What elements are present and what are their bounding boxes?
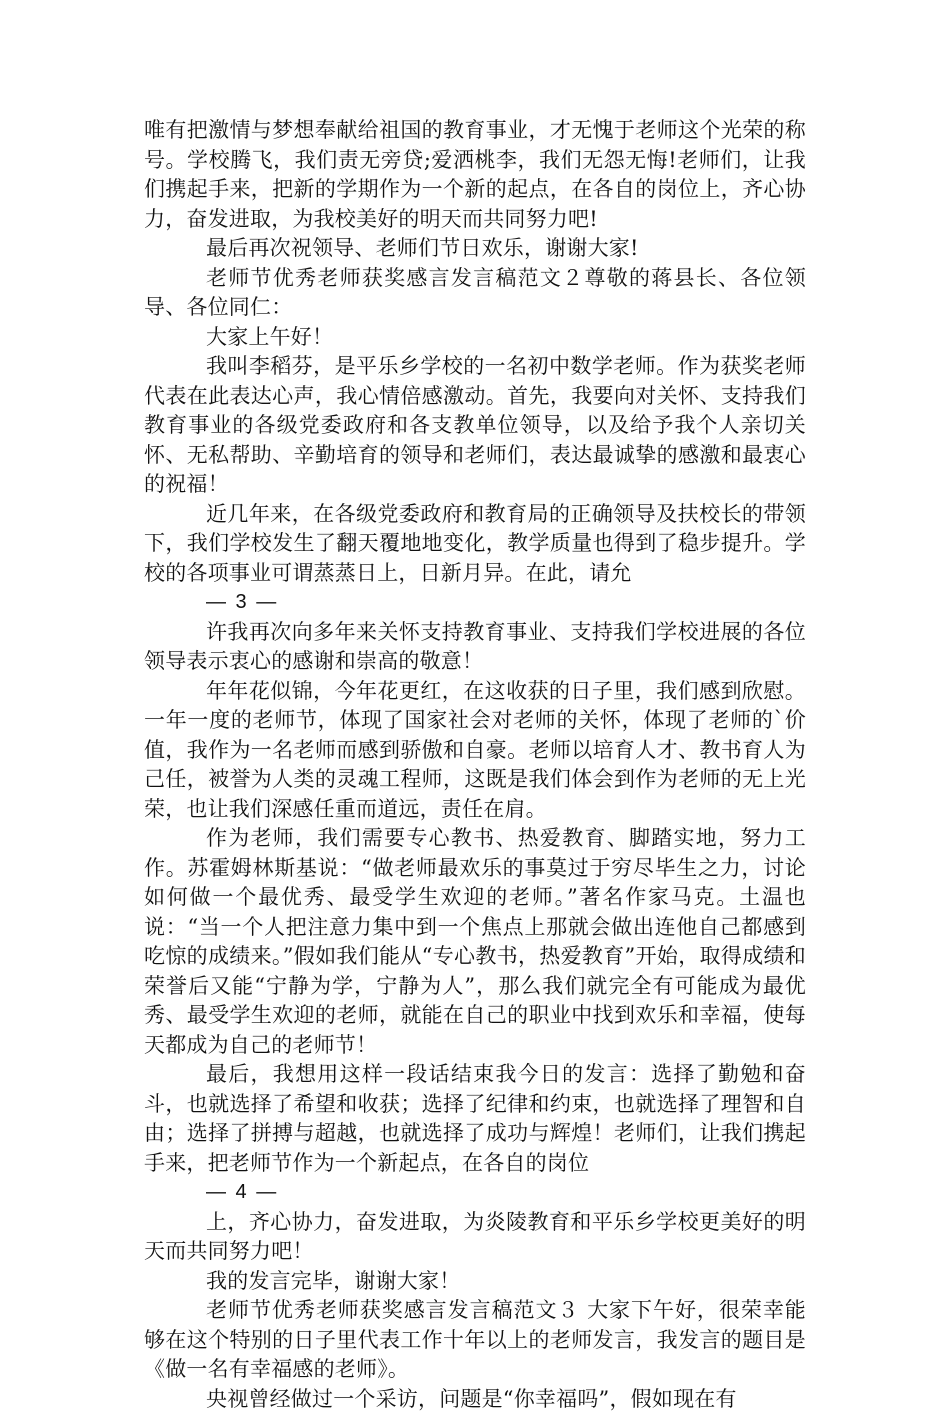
paragraph: 唯有把激情与梦想奉献给祖国的教育事业，才无愧于老师这个光荣的称号。学校腾飞，我们责无旁贷;爱洒桃李，我们无怨无悔!老师们，让我们携起手来，把新的学期作为一个新的起点，在各自的岗位上，齐心协力，奋发进取，为我校美好的明天而共同努力吧! bbox=[144, 116, 806, 234]
paragraph: 年年花似锦，今年花更红，在这收获的日子里，我们感到欣慰。一年一度的老师节，体现了国家社会对老师的关怀，体现了老师的`价值，我作为一名老师而感到骄傲和自豪。老师以培育人才、教书育人为己任，被誉为人类的灵魂工程师，这既是我们体会到作为老师的无上光荣，也让我们深感任重而道远，责任在肩。 bbox=[144, 677, 806, 825]
paragraph: 我的发言完毕，谢谢大家！ bbox=[144, 1267, 806, 1297]
paragraph: 最后，我想用这样一段话结束我今日的发言：选择了勤勉和奋斗，也就选择了希望和收获；选择了纪律和约束，也就选择了理智和自由；选择了拼搏与超越，也就选择了成功与辉煌！老师们，让我们携起手来，把老师节作为一个新起点，在各自的岗位 bbox=[144, 1060, 806, 1178]
page-number-marker: — 4 — bbox=[144, 1178, 806, 1208]
paragraph: 作为老师，我们需要专心教书、热爱教育、脚踏实地，努力工作。苏霍姆林斯基说：“做老师最欢乐的事莫过于穷尽毕生之力，讨论如何做一个最优秀、最受学生欢迎的老师。”著名作家马克。土温也说：“当一个人把注意力集中到一个焦点上那就会做出连他自己都感到吃惊的成绩来。”假如我们能从“专心教书，热爱教育”开始，取得成绩和荣誉后又能“宁静为学，宁静为人”，那么我们就完全有可能成为最优秀、最受学生欢迎的老师，就能在自己的职业中找到欢乐和幸福，使每天都成为自己的老师节！ bbox=[144, 824, 806, 1060]
paragraph: 上，齐心协力，奋发进取，为炎陵教育和平乐乡学校更美好的明天而共同努力吧！ bbox=[144, 1208, 806, 1267]
paragraph: 最后再次祝领导、老师们节日欢乐，谢谢大家! bbox=[144, 234, 806, 264]
paragraph: 许我再次向多年来关怀支持教育事业、支持我们学校进展的各位领导表示衷心的感谢和崇高的敬意！ bbox=[144, 618, 806, 677]
document-body bbox=[144, 116, 806, 1414]
paragraph: 我叫李稻芬，是平乐乡学校的一名初中数学老师。作为获奖老师代表在此表达心声，我心情倍感激动。首先，我要向对关怀、支持我们教育事业的各级党委政府和各支教单位领导，以及给予我个人亲切关怀、无私帮助、辛勤培育的领导和老师们，表达最诚挚的感激和最衷心的祝福！ bbox=[144, 352, 806, 500]
paragraph: 大家上午好！ bbox=[144, 323, 806, 353]
paragraph: 老师节优秀老师获奖感言发言稿范文２尊敬的蒋县长、各位领导、各位同仁： bbox=[144, 264, 806, 323]
page-number-marker: — 3 — bbox=[144, 588, 806, 618]
text-section-1 bbox=[144, 116, 806, 588]
paragraph: 央视曾经做过一个采访，问题是“你幸福吗”，假如现在有 bbox=[144, 1385, 806, 1414]
text-section-2 bbox=[144, 618, 806, 1179]
paragraph: 近几年来，在各级党委政府和教育局的正确领导及扶校长的带领下，我们学校发生了翻天覆地地变化，教学质量也得到了稳步提升。学校的各项事业可谓蒸蒸日上，日新月异。在此，请允 bbox=[144, 500, 806, 589]
paragraph: 老师节优秀老师获奖感言发言稿范文３ 大家下午好，很荣幸能够在这个特别的日子里代表工作十年以上的老师发言，我发言的题目是《做一名有幸福感的老师》。 bbox=[144, 1296, 806, 1385]
text-section-3 bbox=[144, 1208, 806, 1414]
